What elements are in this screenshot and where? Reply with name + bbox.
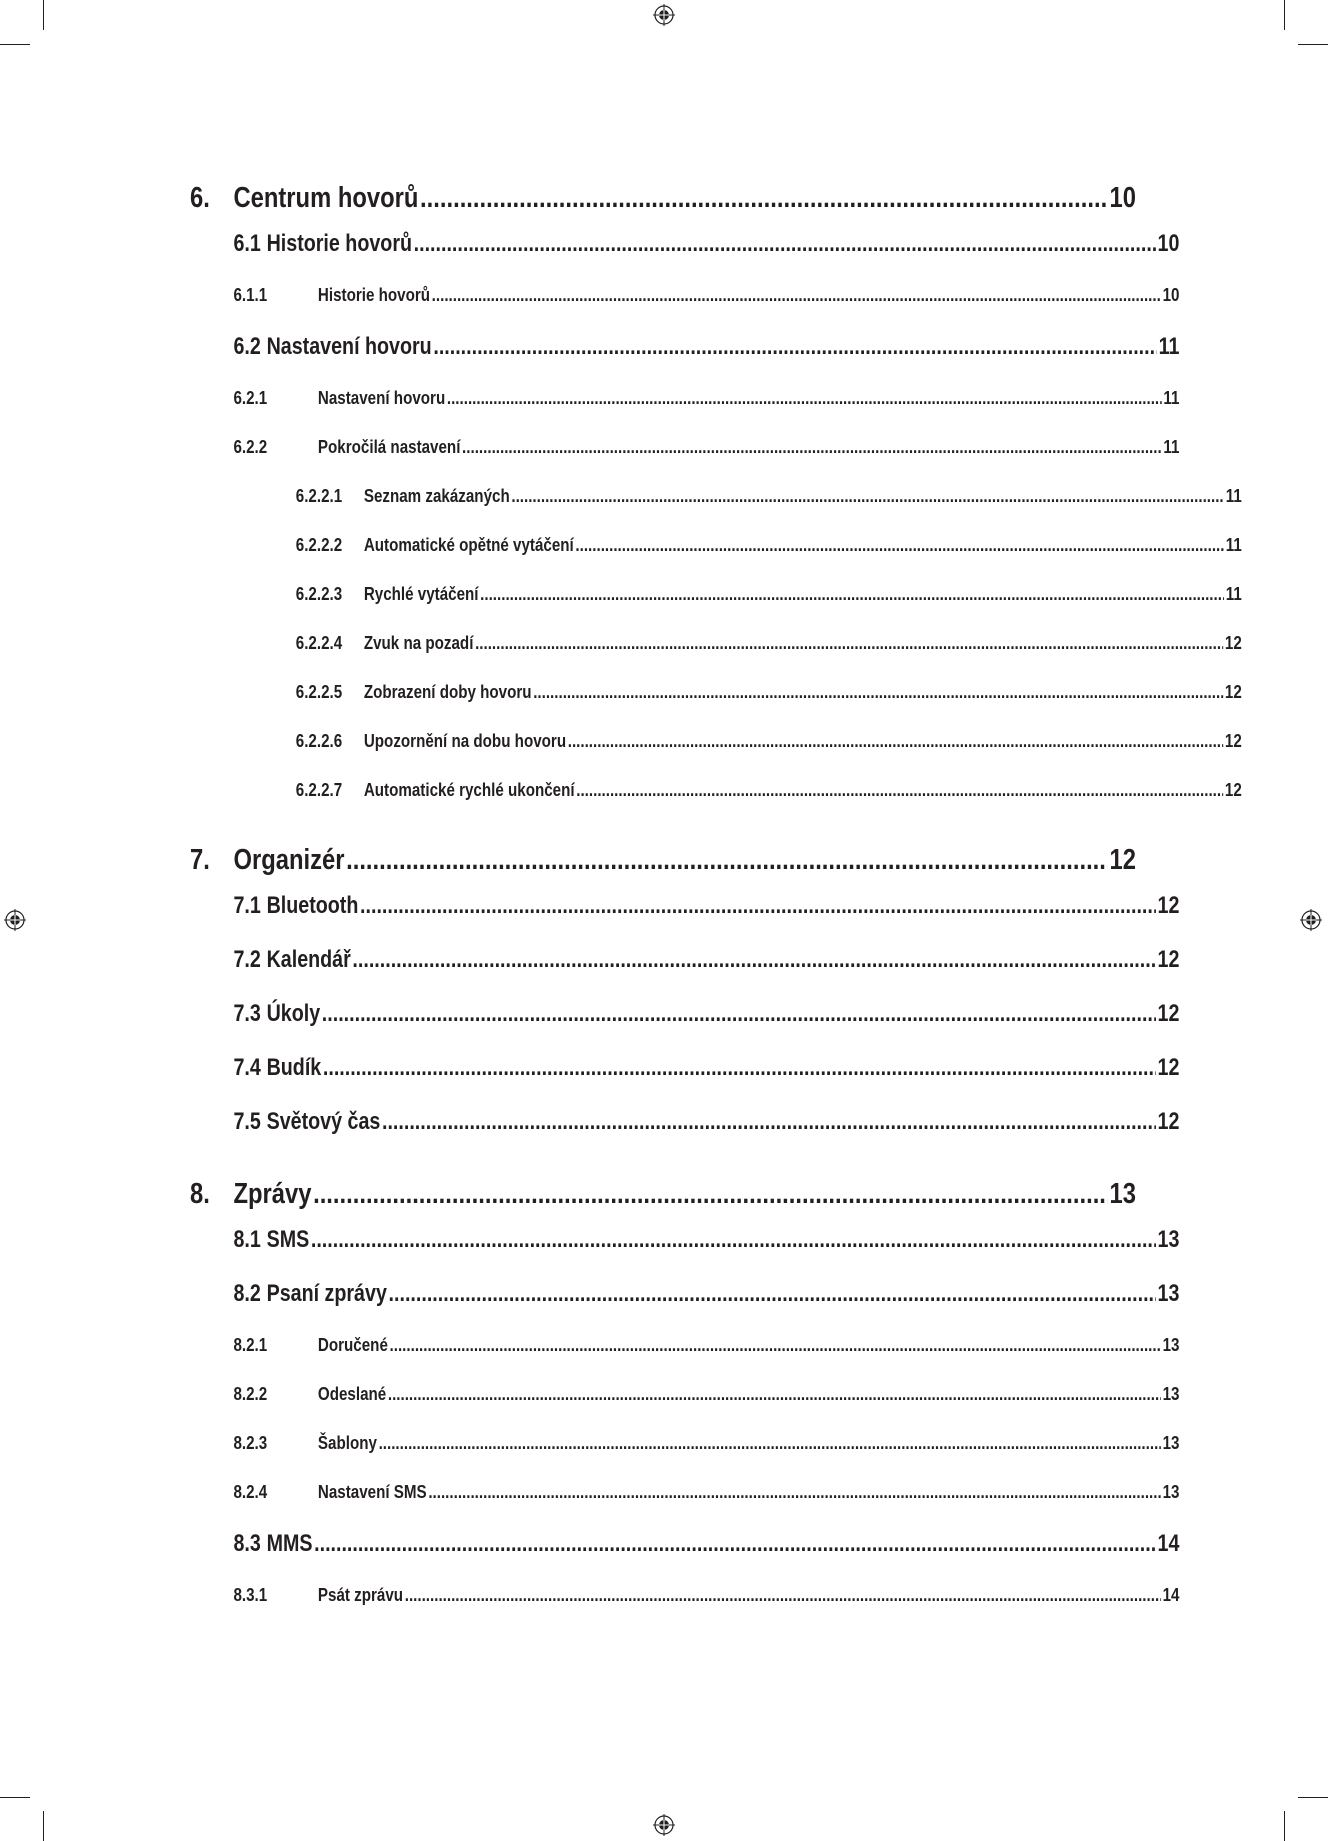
toc-leader-dots [428,1481,1161,1503]
toc-entry-subsection[interactable] [190,1383,1179,1432]
registration-mark-left-icon [4,909,26,931]
toc-entry-section[interactable] [190,1530,1179,1584]
toc-entry-section[interactable] [190,1280,1179,1334]
toc-entry-page: 12 [1157,1108,1180,1135]
toc-entry-title: Bluetooth [266,892,359,919]
toc-entry-page: 11 [1158,333,1180,360]
toc-leader-dots [568,730,1224,752]
toc-entry-section[interactable] [190,1000,1179,1054]
toc-entry-number: 8.3 [233,1530,261,1557]
toc-entry-title: Pokročilá nastavení [317,436,461,457]
toc-entry-number: 6.2.2.1 [295,485,343,506]
toc-entry-number: 6. [190,182,210,214]
toc-entry-page: 10 [1162,284,1180,305]
toc-entry-page: 13 [1162,1432,1180,1453]
toc-entry-subsubsection[interactable] [190,779,1242,828]
toc-leader-dots [576,779,1223,801]
toc-entry-title: Světový čas [266,1108,381,1135]
toc-entry-page: 12 [1157,946,1180,973]
toc-entry-title: Historie hovorů [317,284,431,305]
toc-entry-title: Nastavení hovoru [317,387,446,408]
toc-entry-number: 8.2.3 [233,1432,268,1453]
toc-entry-subsection[interactable] [190,1432,1179,1481]
toc-entry-page: 12 [1157,1000,1180,1027]
toc-entry-section[interactable] [190,1054,1179,1108]
toc-entry-section[interactable] [190,230,1179,284]
toc-leader-dots [462,436,1162,458]
toc-entry-subsubsection[interactable] [190,583,1242,632]
toc-entry-title: Psát zprávu [317,1584,404,1605]
toc-entry-title: Zprávy [233,1178,312,1210]
toc-entry-page: 12 [1109,844,1136,876]
toc-entry-section[interactable] [190,892,1179,946]
crop-mark-top-left-h [0,44,30,45]
toc-entry-subsubsection[interactable] [190,730,1242,779]
toc-entry-number: 7. [190,844,210,876]
toc-leader-dots [511,485,1224,507]
toc-leader-dots [388,1383,1161,1405]
toc-entry-number: 6.2.2.4 [295,632,343,653]
registration-mark-top-icon [653,4,675,26]
toc-entry-chapter[interactable] [190,844,1136,892]
toc-entry-page: 14 [1162,1584,1180,1605]
toc-entry-page: 11 [1225,583,1242,604]
toc-leader-dots [433,333,1157,361]
toc-entry-number: 6.2.1 [233,387,268,408]
toc-leader-dots [414,230,1156,258]
toc-entry-title: Historie hovorů [266,230,413,257]
toc-leader-dots [382,1108,1156,1136]
toc-entry-page: 13 [1157,1226,1180,1253]
toc-entry-subsection[interactable] [190,284,1179,333]
toc-leader-dots [313,1178,1108,1211]
toc-entry-subsection[interactable] [190,387,1179,436]
toc-entry-page: 12 [1157,892,1180,919]
toc-entry-title: Psaní zprávy [266,1280,387,1307]
toc-entry-title: Doručené [317,1334,388,1355]
toc-entry-title: Automatické rychlé ukončení [363,779,575,800]
crop-mark-bottom-left-h [0,1797,30,1798]
toc-entry-title: MMS [266,1530,313,1557]
toc-entry-page: 13 [1157,1280,1180,1307]
toc-entry-chapter[interactable] [190,1178,1136,1226]
toc-entry-page: 11 [1225,485,1242,506]
toc-leader-dots [346,844,1108,877]
toc-entry-title: SMS [266,1226,310,1253]
toc-entry-section[interactable] [190,1226,1179,1280]
toc-entry-title: Šablony [317,1432,377,1453]
toc-leader-dots [405,1584,1161,1606]
crop-mark-top-left-v [43,0,44,30]
toc-entry-chapter[interactable] [190,182,1136,230]
toc-entry-number: 7.5 [233,1108,261,1135]
toc-entry-subsection[interactable] [190,1584,1179,1633]
toc-leader-dots [379,1432,1161,1454]
toc-entry-page: 13 [1162,1334,1180,1355]
toc-entry-title: Kalendář [266,946,351,973]
registration-mark-right-icon [1300,909,1322,931]
toc-leader-dots [389,1280,1156,1308]
toc-entry-subsubsection[interactable] [190,632,1242,681]
toc-leader-dots [575,534,1224,556]
toc-leader-dots [311,1226,1156,1254]
toc-entry-number: 6.2.2.6 [295,730,343,751]
toc-entry-title: Automatické opětné vytáčení [363,534,574,555]
crop-mark-bottom-right-v [1284,1811,1285,1841]
toc-entry-subsection[interactable] [190,436,1179,485]
toc-entry-title: Nastavení SMS [317,1481,427,1502]
toc-entry-section[interactable] [190,1108,1179,1162]
crop-mark-top-right-v [1284,0,1285,30]
toc-entry-number: 8.2.2 [233,1383,268,1404]
toc-entry-page: 11 [1163,387,1180,408]
toc-entry-page: 13 [1162,1481,1180,1502]
toc-entry-number: 6.2.2.7 [295,779,343,800]
toc-leader-dots [360,892,1156,920]
toc-entry-title: Organizér [233,844,345,876]
toc-leader-dots [390,1334,1161,1356]
toc-entry-number: 6.1 [233,230,261,257]
toc-entry-title: Upozornění na dobu hovoru [363,730,567,751]
toc-entry-number: 6.2.2.3 [295,583,343,604]
toc-entry-number: 8.2.4 [233,1481,268,1502]
toc-entry-number: 8.2 [233,1280,261,1307]
toc-entry-page: 13 [1162,1383,1180,1404]
toc-entry-page: 10 [1109,182,1136,214]
toc-leader-dots [352,946,1155,974]
toc-entry-number: 8.1 [233,1226,261,1253]
toc-entry-title: Odeslané [317,1383,387,1404]
toc-entry-number: 7.2 [233,946,261,973]
toc-entry-page: 11 [1225,534,1242,555]
registration-mark-bottom-icon [653,1814,675,1836]
toc-entry-number: 6.1.1 [233,284,268,305]
toc-entry-subsection[interactable] [190,1481,1179,1530]
toc-entry-title: Zvuk na pozadí [363,632,474,653]
toc-entry-page: 14 [1157,1530,1180,1557]
toc-entry-page: 12 [1157,1054,1180,1081]
toc-entry-subsubsection[interactable] [190,681,1242,730]
toc-entry-number: 6.2 [233,333,261,360]
toc-leader-dots [475,632,1223,654]
toc-entry-number: 8.3.1 [233,1584,268,1605]
toc-entry-page: 13 [1109,1178,1136,1210]
toc-entry-number: 7.3 [233,1000,261,1027]
crop-mark-bottom-left-v [43,1811,44,1841]
toc-entry-title: Nastavení hovoru [266,333,432,360]
toc-entry-page: 10 [1157,230,1180,257]
toc-entry-subsection[interactable] [190,1334,1179,1383]
toc-entry-title: Budík [266,1054,322,1081]
crop-mark-bottom-right-h [1298,1797,1328,1798]
toc-entry-title: Centrum hovorů [233,182,419,214]
toc-entry-number: 6.2.2.5 [295,681,343,702]
toc-leader-dots [432,284,1161,306]
toc-leader-dots [533,681,1223,703]
toc-entry-number: 6.2.2 [233,436,268,457]
toc-entry-page: 12 [1224,779,1242,800]
toc-entry-subsubsection[interactable] [190,534,1242,583]
toc-entry-number: 8. [190,1178,210,1210]
toc-entry-number: 7.1 [233,892,261,919]
toc-leader-dots [420,182,1108,215]
toc-entry-number: 7.4 [233,1054,261,1081]
toc-entry-page: 12 [1224,681,1242,702]
crop-mark-top-right-h [1298,44,1328,45]
toc-entry-section[interactable] [190,946,1179,1000]
toc-entry-title: Rychlé vytáčení [363,583,479,604]
toc-entry-number: 8.2.1 [233,1334,268,1355]
toc-entry-page: 12 [1224,730,1242,751]
toc-entry-page: 12 [1224,632,1242,653]
toc-leader-dots [322,1000,1156,1028]
toc-leader-dots [447,387,1162,409]
toc-entry-title: Úkoly [266,1000,321,1027]
table-of-contents [190,182,1242,1633]
toc-entry-section[interactable] [190,333,1179,387]
toc-leader-dots [314,1530,1156,1558]
toc-entry-title: Zobrazení doby hovoru [363,681,532,702]
toc-entry-title: Seznam zakázaných [363,485,510,506]
toc-leader-dots [480,583,1224,605]
toc-entry-subsubsection[interactable] [190,485,1242,534]
toc-entry-page: 11 [1163,436,1180,457]
toc-leader-dots [323,1054,1156,1082]
toc-entry-number: 6.2.2.2 [295,534,343,555]
